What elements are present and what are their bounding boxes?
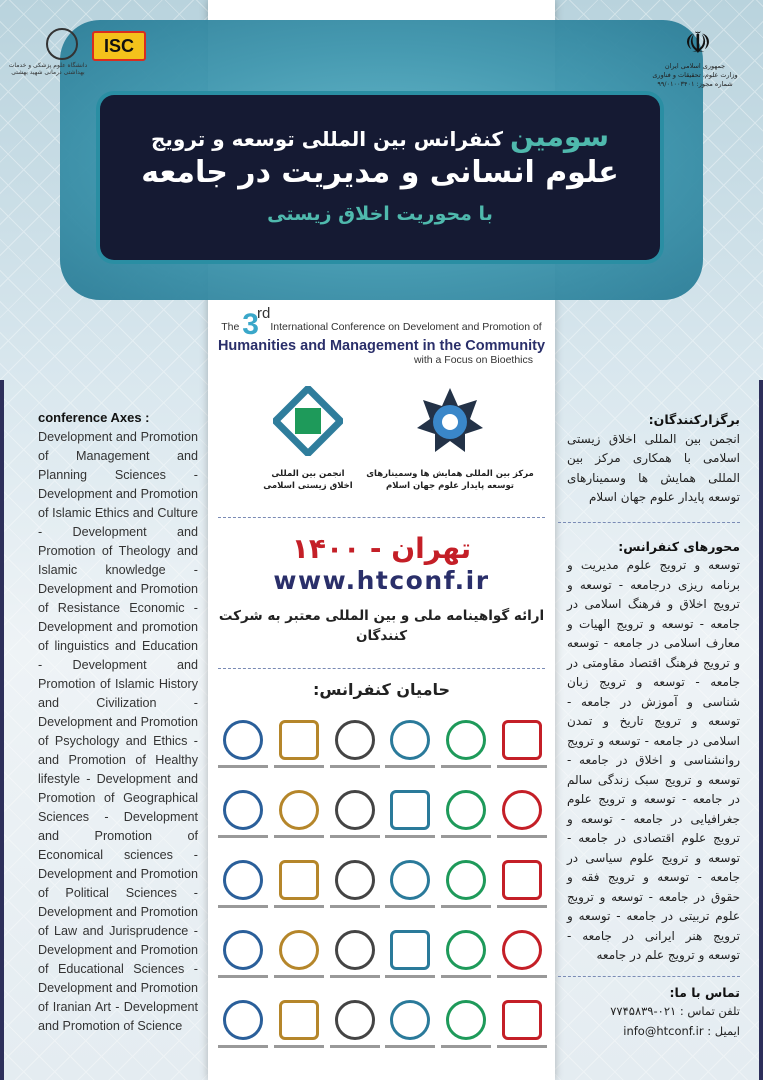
sponsor-emblem-icon [390, 860, 430, 900]
sponsor-logo [271, 720, 327, 782]
knot-logo-icon [273, 386, 343, 456]
sponsor-logo [327, 790, 383, 852]
sponsor-logo [271, 930, 327, 992]
title-line1 [140, 120, 620, 153]
sponsor-caption [385, 905, 435, 908]
sponsor-caption [330, 905, 380, 908]
sponsor-caption [441, 765, 491, 768]
left-border [0, 380, 4, 1080]
sponsor-emblem-icon [502, 930, 542, 970]
sponsor-caption [330, 765, 380, 768]
phone-value: ۰۲۱-۷۷۴۵۸۳۹ [610, 1004, 677, 1018]
university-logo [46, 28, 78, 60]
org-name: انجمن بین المللی [271, 469, 345, 479]
sponsor-caption [218, 975, 268, 978]
title-highlight: سومین [509, 120, 609, 153]
sponsor-logo [438, 860, 494, 922]
sponsor-emblem-icon [335, 720, 375, 760]
sponsor-emblem-icon [502, 1000, 542, 1040]
isc-logo: ISC [92, 31, 146, 61]
contact-heading: تماس با ما: [669, 984, 740, 1000]
sponsor-caption [218, 1045, 268, 1048]
sponsor-caption [274, 1045, 324, 1048]
contact-phone [567, 1002, 740, 1022]
sponsor-logo [382, 1000, 438, 1062]
sponsor-logo [438, 930, 494, 992]
english-title-line1 [208, 305, 555, 342]
the: The [221, 321, 240, 333]
sponsor-emblem-icon [279, 860, 319, 900]
sponsor-caption [497, 1045, 547, 1048]
right-column [567, 410, 740, 1041]
ministry-text [640, 62, 750, 89]
sponsor-emblem-icon [390, 930, 430, 970]
title-box [100, 95, 660, 260]
org-name: مرکز بین المللی همایش ها وسمینارهای [366, 469, 534, 479]
iran-emblem-icon: ☫ [684, 26, 712, 61]
sponsors-grid [215, 720, 550, 1062]
sponsor-logo [494, 790, 550, 852]
sponsor-emblem-icon [502, 790, 542, 830]
axes-body-fa: توسعه و ترویج علوم مدیریت و برنامه ریزی درجامعه - توسعه و ترویج اخلاق و فرهنگ اسلامی در جامعه - توسعه و ترویج الهیات و معارف اسلامی در جامعه - توسعه و ترویج فرهنگ اقتصاد مقاومتی در جامعه - توسعه و ترویج زبان شناسی و آموزش در جامعه - توسعه و ترویج تاریخ و تمدن اسلامی در جامعه - توسعه و ترویج روانشناسی و اخلاق در جامعه - توسعه و ترویج سبک زندگی سالم در جامعه - توسعه و ترویج علوم جغرافیایی در جامعه - توسعه و ترویج علوم اقتصادی در جامعه - توسعه و ترویج علوم سیاسی در جامعه - توسعه و ترویج فقه و حقوق در جامعه - توسعه و ترویج علوم تربیتی در جامعه - توسعه و ترویج هنر ایرانی در جامعه - توسعه و ترویج علم در جامعه [567, 558, 740, 962]
sponsor-caption [497, 765, 547, 768]
sponsor-logo [215, 790, 271, 852]
sponsor-logo [382, 720, 438, 782]
sponsor-logo [327, 930, 383, 992]
title-line1-text: کنفرانس بین المللی توسعه و ترویج [151, 127, 503, 151]
left-column [38, 408, 198, 1036]
title-line2: علوم انسانی و مدیریت در جامعه [141, 155, 619, 190]
sponsor-emblem-icon [446, 860, 486, 900]
sponsor-logo [327, 720, 383, 782]
sponsor-logo [215, 860, 271, 922]
sponsor-emblem-icon [502, 720, 542, 760]
organizers-body: انجمن بین المللی اخلاق زیستی اسلامی با همکاری مرکز بین المللی همایش ها وسمینارهای توسعه پایدار علوم جهان اسلام [567, 431, 740, 504]
sponsor-emblem-icon [335, 790, 375, 830]
sponsor-emblem-icon [279, 790, 319, 830]
sponsor-caption [218, 835, 268, 838]
organizer-center-logo [365, 386, 535, 492]
axes-heading-fa: محورهای کنفرانس: [618, 538, 740, 554]
sponsor-emblem-icon [279, 930, 319, 970]
phone-label: تلفن تماس : [679, 1004, 740, 1018]
axes-body-en: Development and Promotion of Management and Planning Sciences - Development and Promotion of Islamic Ethics and Culture - Development and Promotion of Theology and Islamic knowledge - Development and Promotion of Resistance Economic - Development and promotion of linguistics and Education - Development and Promotion of Islamic History and Civilization - Development and Promotion of Psychology and Ethics - and Promotion of Healthy lifestyle - Development and Promotion of Geographical Sciences - Development and Promotion of Economical sciences - Development and Promotion of Political Sciences - Development and Promotion of Law and Jurisprudence - Development and Promotion of Educational Sciences - Development and Promotion of Iranian Art - Development and Promotion of Science [38, 430, 198, 1033]
sponsor-caption [497, 905, 547, 908]
email-link[interactable]: info@htconf.ir [623, 1023, 704, 1038]
sponsor-logo [271, 1000, 327, 1062]
sponsor-logo [382, 930, 438, 992]
permit-number: شماره مجوز: ۹۹/۰۱۰۰۳۴۰۱ [657, 80, 733, 88]
contact-email [567, 1022, 740, 1042]
university-logo-text: دانشگاه علوم پزشکی و خدمات بهداشتی درمانی شهید بهشتی [8, 62, 88, 76]
sponsor-logo [494, 860, 550, 922]
sponsor-emblem-icon [446, 720, 486, 760]
sponsor-emblem-icon [335, 1000, 375, 1040]
sponsor-caption [274, 765, 324, 768]
sponsor-logo [494, 1000, 550, 1062]
ordinal-suffix: rd [256, 305, 271, 322]
ministry-name: وزارت علوم، تحقیقات و فناوری [652, 71, 738, 79]
sponsor-emblem-icon [390, 720, 430, 760]
line1: International Conference on Develoment and Promotion of [270, 321, 542, 333]
ordinal-number: 3 [242, 308, 259, 341]
sponsor-logo [438, 790, 494, 852]
sponsor-caption [218, 905, 268, 908]
sponsor-logo [438, 1000, 494, 1062]
sponsor-caption [330, 1045, 380, 1048]
sponsor-caption [441, 835, 491, 838]
divider [218, 668, 545, 669]
sponsor-caption [497, 975, 547, 978]
english-title [208, 305, 555, 366]
sponsor-emblem-icon [390, 790, 430, 830]
sponsor-emblem-icon [223, 860, 263, 900]
right-border [759, 380, 763, 1080]
sponsor-logo [438, 720, 494, 782]
sponsor-caption [274, 975, 324, 978]
website-link[interactable]: www.htconf.ir [273, 566, 490, 595]
divider [218, 517, 545, 518]
sponsor-emblem-icon [446, 790, 486, 830]
sponsor-logo [327, 860, 383, 922]
sponsor-logo [271, 860, 327, 922]
sponsor-caption [274, 835, 324, 838]
sponsor-emblem-icon [279, 720, 319, 760]
sponsor-emblem-icon [223, 930, 263, 970]
org-name2: اخلاق زیستی اسلامی [263, 481, 353, 491]
sponsor-emblem-icon [223, 790, 263, 830]
title-line3: با محوریت اخلاق زیستی [267, 203, 493, 225]
sponsor-logo [494, 720, 550, 782]
sponsor-logo [215, 1000, 271, 1062]
star-logo-icon [415, 386, 485, 456]
sponsor-emblem-icon [446, 1000, 486, 1040]
sponsor-caption [497, 835, 547, 838]
organizer-society-logo [258, 386, 358, 492]
sponsor-emblem-icon [390, 1000, 430, 1040]
sponsors-title: حامیان کنفرانس: [312, 680, 451, 699]
sponsor-emblem-icon [279, 1000, 319, 1040]
sponsor-logo [382, 790, 438, 852]
sponsor-caption [441, 975, 491, 978]
sponsor-emblem-icon [335, 860, 375, 900]
certificate-notice: ارائه گواهینامه ملی و بین المللی معتبر به شرکت کنندگان [218, 608, 545, 644]
english-title-line2: Humanities and Management in the Community [217, 338, 546, 354]
divider [558, 522, 740, 523]
sponsor-emblem-icon [223, 1000, 263, 1040]
sponsor-logo [215, 930, 271, 992]
sponsor-caption [441, 905, 491, 908]
sponsor-emblem-icon [446, 930, 486, 970]
sponsor-caption [330, 835, 380, 838]
sponsor-caption [218, 765, 268, 768]
sponsor-caption [385, 975, 435, 978]
organizers-heading: برگزارکنندگان: [648, 412, 740, 427]
english-title-line3: with a Focus on Bioethics [413, 354, 533, 366]
sponsor-logo [382, 860, 438, 922]
axes-heading-en: conference Axes : [38, 410, 150, 425]
sponsor-emblem-icon [335, 930, 375, 970]
sponsor-logo [271, 790, 327, 852]
sponsor-caption [441, 1045, 491, 1048]
sponsor-caption [385, 765, 435, 768]
sponsor-emblem-icon [223, 720, 263, 760]
email-label: ایمیل : [707, 1023, 740, 1038]
sponsor-logo [327, 1000, 383, 1062]
sponsor-caption [385, 1045, 435, 1048]
sponsor-logo [494, 930, 550, 992]
org-name2: توسعه پایدار علوم جهان اسلام [386, 481, 514, 491]
sponsor-caption [385, 835, 435, 838]
sponsor-logo [215, 720, 271, 782]
sponsor-emblem-icon [502, 860, 542, 900]
emblem-text: جمهوری اسلامی ایران [664, 62, 726, 70]
sponsor-caption [330, 975, 380, 978]
city-year: تهران - ۱۴۰۰ [291, 532, 472, 565]
sponsor-caption [274, 905, 324, 908]
divider [558, 976, 740, 977]
